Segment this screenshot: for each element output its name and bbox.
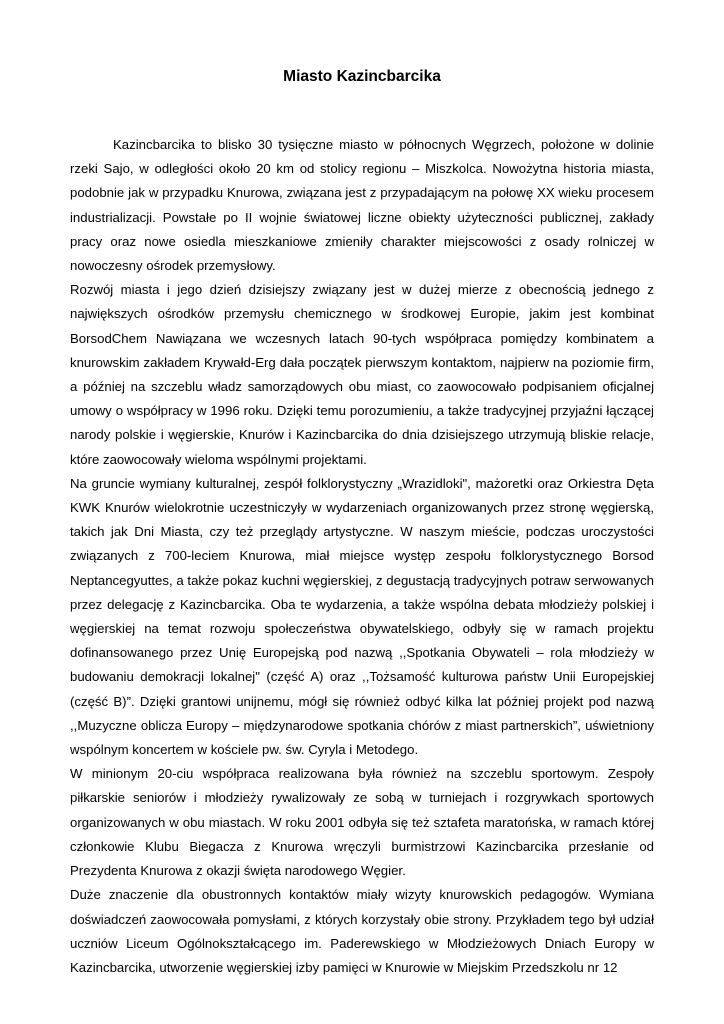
paragraph-culture: Na gruncie wymiany kulturalnej, zespół folklorystyczny „Wrazidloki", mażoretki oraz Orkiestra Dęta KWK Knurów wielokrotnie uczestniczyły w wydarzeniach organizowanych przez stronę węgierską, takich jak Dni Miasta, czy też przeglądy artystyczne. W naszym mieście, podczas uroczystości związanych z 700-leciem Knurowa, miał miejsce występ zespołu folklorystycznego Borsod Neptancegyuttes, a także pokaz kuchni węgierskiej, z degustacją tradycyjnych potraw serwowanych przez delegację z Kazincbarcika. Oba te wydarzenia, a także wspólna debata młodzieży polskiej i węgierskiej na temat rozwoju społeczeństwa obywatelskiego, odbyły się w ramach projektu dofinansowanego przez Unię Europejską pod nazwą ,,Spotkania Obywateli – rola młodzieży w budowaniu demokracji lokalnej" (część A) oraz ,,Tożsamość kulturowa państw Unii Europejskiej (część B)”. Dzięki grantowi unijnemu, mógł się również odbyć kilka lat później projekt pod nazwą ,,Muzyczne oblicza Europy – międzynarodowe spotkania chórów z miast partnerskich”, uświetniony wspólnym koncertem w kościele pw. św. Cyryla i Metodego.: [70, 475, 654, 758]
paragraph-intro: Kazincbarcika to blisko 30 tysięczne miasto w północnych Węgrzech, położone w dolinie rzeki Sajo, w odległości około 20 km od stolicy regionu – Miszkolca. Nowożytna historia miasta, podobnie jak w przypadku Knurowa, związana jest z przypadającym na połowę XX wieku procesem industrializacji. Powstałe po II wojnie światowej liczne obiekty użyteczności publicznej, zakłady pracy oraz nowe osiedla mieszkaniowe zmieniły charakter miejscowości z osady rolniczej w nowoczesny ośrodek przemysłowy.: [70, 137, 654, 274]
paragraph-industry: Rozwój miasta i jego dzień dzisiejszy związany jest w dużej mierze z obecnością jednego z największych ośrodków przemysłu chemicznego w środkowej Europie, jakim jest kombinat BorsodChem Nawiązana we wczesnych latach 90-tych współpraca pomiędzy kombinatem a knurowskim zakładem Krywałd-Erg dała początek pierwszym kontaktom, najpierw na poziomie firm, a później na szczeblu władz samorządowych obu miast, co zaowocowało podpisaniem oficjalnej umowy o współpracy w 1996 roku. Dzięki temu porozumieniu, a także tradycyjnej przyjaźni łączącej narody polskie i węgierskie, Knurów i Kazincbarcika do dnia dzisiejszego utrzymują bliskie relacje, które zaowocowały wieloma wspólnymi projektami.: [70, 282, 654, 467]
document-body: [70, 133, 654, 980]
document-title: Miasto Kazincbarcika: [283, 68, 441, 85]
paragraph-sport: W minionym 20-ciu współpraca realizowana była również na szczeblu sportowym. Zespoły piłkarskie seniorów i młodzieży rywalizowały ze sobą w turniejach i rozgrywkach sportowych organizowanych w obu miastach. W roku 2001 odbyła się też sztafeta maratońska, w ramach której członkowie Klubu Biegacza z Knurowa wręczyli burmistrzowi Kazincbarcika przesłanie od Prezydenta Knurowa z okazji święta narodowego Węgier.: [70, 766, 654, 879]
paragraph-education: Duże znaczenie dla obustronnych kontaktów miały wizyty knurowskich pedagogów. Wymiana doświadczeń zaowocowała pomysłami, z których korzystały obie strony. Przykładem tego był udział uczniów Liceum Ogólnokształcącego im. Paderewskiego w Młodzieżowych Dniach Europy w Kazincbarcika, utworzenie węgierskiej izby pamięci w Knurowie w Miejskim Przedszkolu nr 12: [70, 887, 654, 975]
